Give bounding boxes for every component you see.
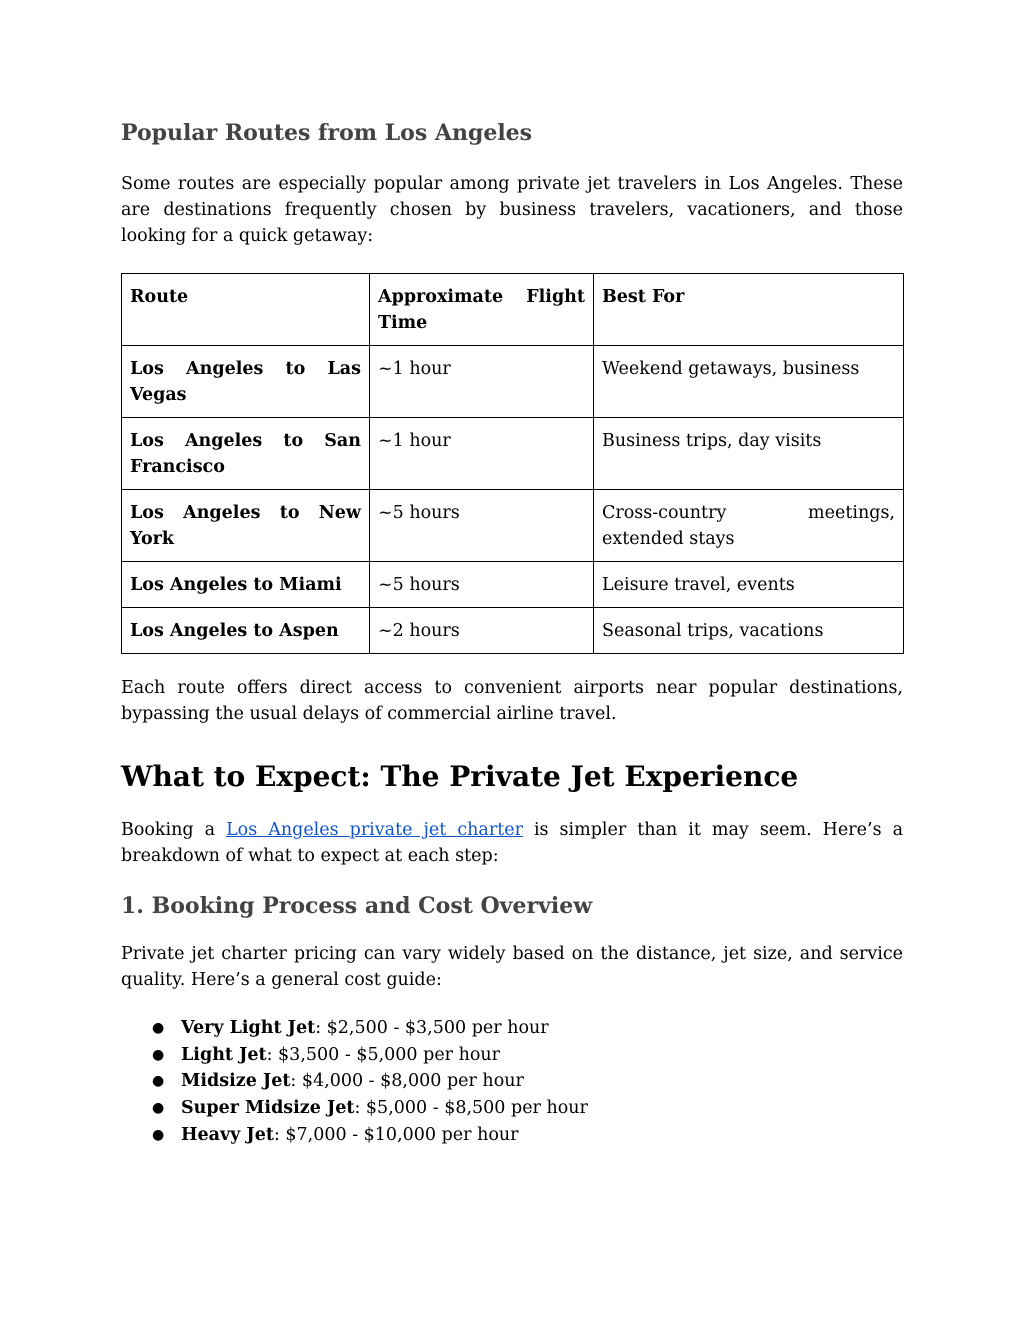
best-for-cell: Seasonal trips, vacations [594,608,904,654]
route-cell: Los Angeles to San Francisco [122,418,370,490]
table-row [122,418,904,490]
list-item [121,1122,903,1149]
best-for-cell: Business trips, day visits [594,418,904,490]
best-for-cell: Cross-country meetings, extended stays [594,490,904,562]
list-item [121,1015,903,1042]
after-table-paragraph: Each route offers direct access to convenient airports near popular destinations, bypassing the usual delays of commercial airline travel. [121,678,903,724]
bullet-icon: ● [152,1046,165,1063]
jet-cost: : $3,500 - $5,000 per hour [266,1044,501,1065]
route-cell: Los Angeles to Las Vegas [122,346,370,418]
list-item [121,1068,903,1095]
route-cell: Los Angeles to New York [122,490,370,562]
table-header-flight-time: Approximate Flight Time [370,274,594,346]
flight-time-cell: ~1 hour [370,346,594,418]
pricing-paragraph: Private jet charter pricing can vary widely based on the distance, jet size, and service quality. Here’s a general cost guide: [121,944,903,990]
best-for-cell: Leisure travel, events [594,562,904,608]
jet-cost: : $2,500 - $3,500 per hour [315,1018,549,1038]
jet-class: Midsize Jet [181,1071,291,1092]
cost-list [121,1015,903,1149]
flight-time-cell: ~1 hour [370,418,594,490]
jet-cost: : $7,000 - $10,000 per hour [273,1124,519,1145]
experience-title: What to Expect: The Private Jet Experience [121,760,799,793]
table-row [122,346,904,418]
table-row [122,608,904,654]
bullet-icon: ● [152,1020,165,1036]
best-for-cell: Weekend getaways, business [594,346,904,418]
bullet-icon: ● [152,1100,165,1117]
charter-link[interactable]: Los Angeles private jet charter [226,820,523,840]
booking-paragraph [121,817,903,869]
flight-time-cell: ~5 hours [370,490,594,562]
bullet-icon: ● [152,1126,165,1143]
jet-class: Light Jet [181,1044,267,1065]
jet-class: Very Light Jet [181,1018,316,1038]
section-title: Popular Routes from Los Angeles [121,120,533,146]
routes-table [121,273,904,654]
table-header-route: Route [122,274,370,346]
route-cell: Los Angeles to Aspen [122,608,370,654]
table-header-best-for: Best For [594,274,904,346]
document-page [121,118,903,1149]
table-row [122,490,904,562]
table-row [122,562,904,608]
table-header-row [122,274,904,346]
flight-time-cell: ~2 hours [370,608,594,654]
booking-text-after: is simpler than it may seem. Here’s a breakdown of what to expect at each step: [121,820,903,866]
list-item [121,1042,903,1069]
jet-class: Super Midsize Jet [181,1098,355,1119]
bullet-icon: ● [152,1073,165,1090]
jet-cost: : $4,000 - $8,000 per hour [290,1071,524,1092]
booking-text-before: Booking a [121,820,227,840]
route-cell: Los Angeles to Miami [122,562,370,608]
list-item [121,1095,903,1122]
jet-cost: : $5,000 - $8,500 per hour [354,1098,588,1119]
booking-process-title: 1. Booking Process and Cost Overview [121,893,593,919]
intro-paragraph: Some routes are especially popular among private jet travelers in Los Angeles. These are destinations frequently chosen by business travelers, vacationers, and those looking for a quick getaway: [121,174,903,246]
jet-class: Heavy Jet [181,1124,274,1145]
flight-time-cell: ~5 hours [370,562,594,608]
